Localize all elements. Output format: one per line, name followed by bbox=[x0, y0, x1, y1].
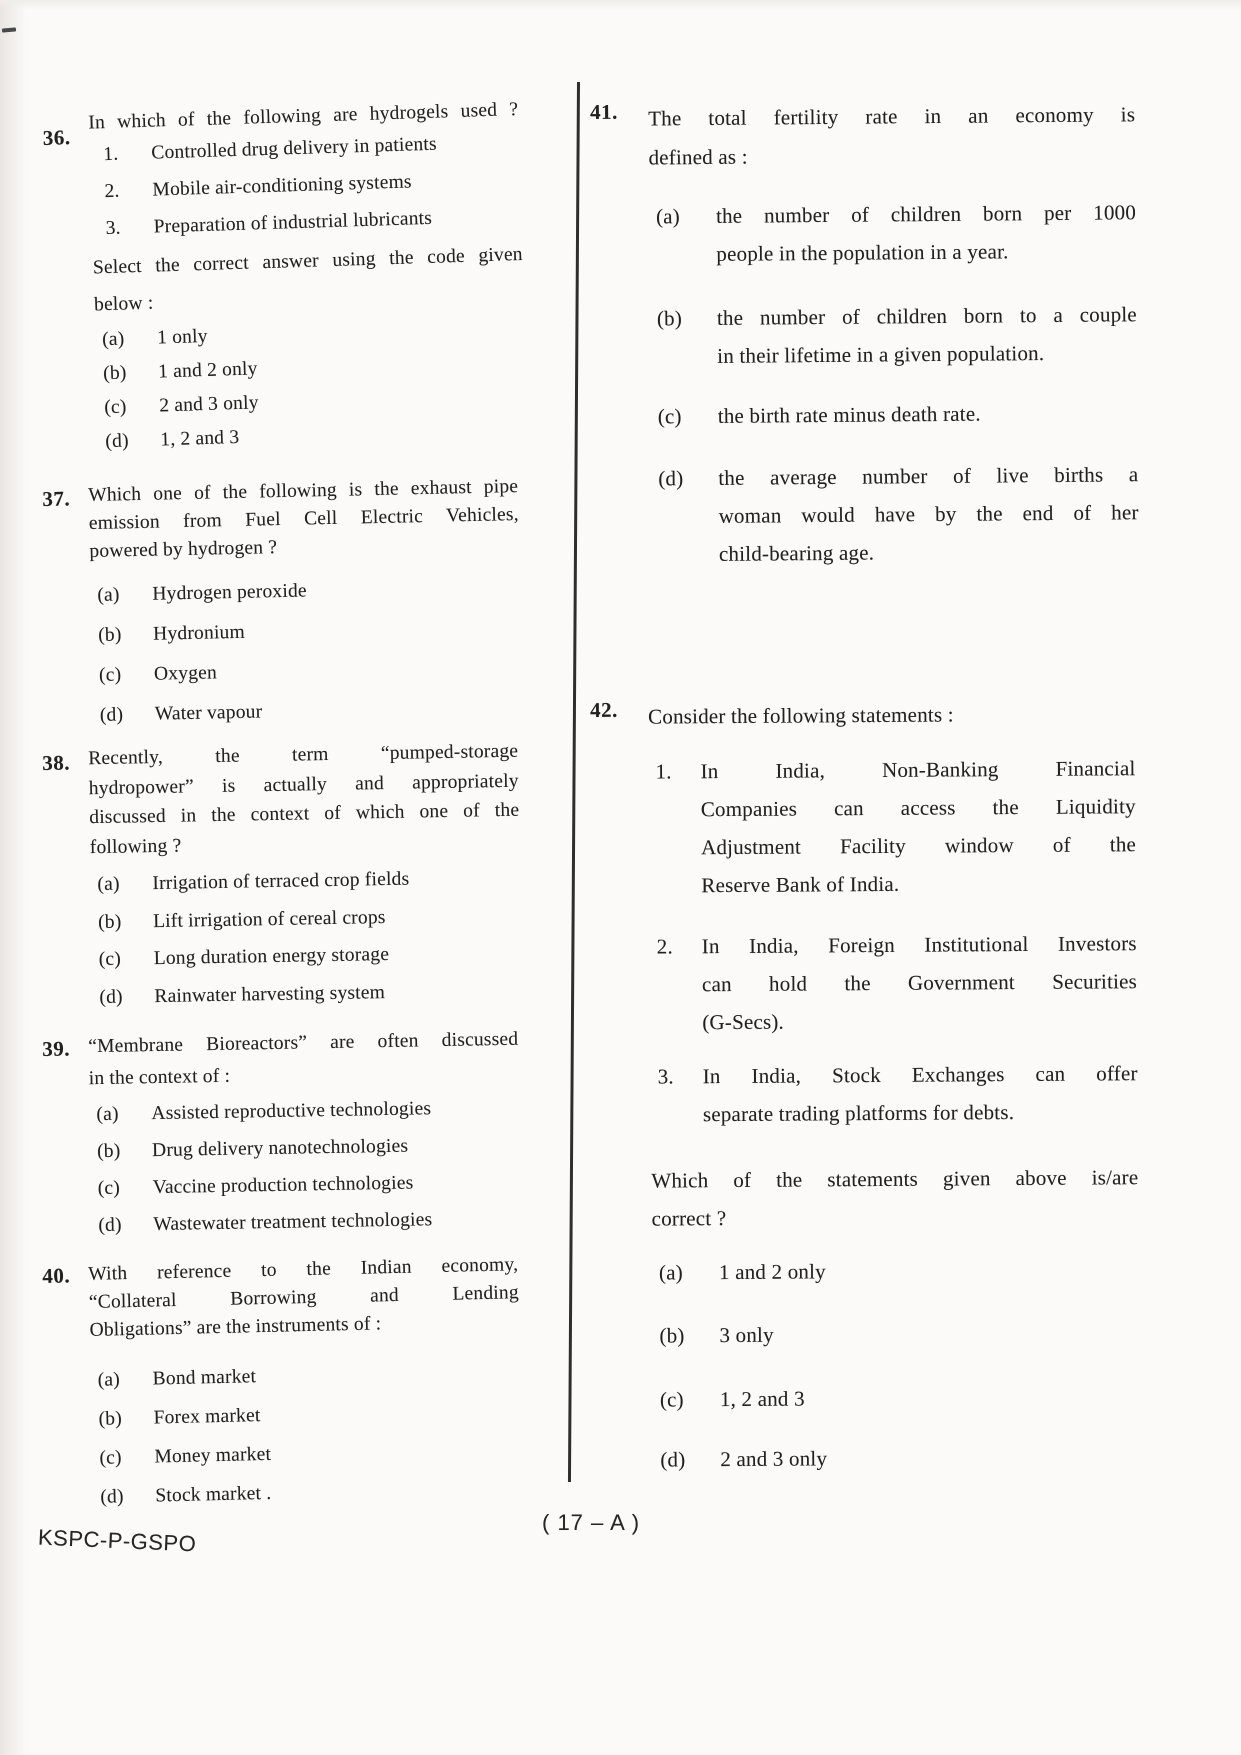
statement-text-line: Reserve Bank of India. bbox=[701, 871, 900, 898]
statement-text-line: In India, Non-Banking Financial bbox=[700, 756, 1136, 784]
question-number: 36. bbox=[42, 125, 71, 150]
option-label: (c) bbox=[103, 396, 127, 419]
question-stem-line: Consider the following statements : bbox=[648, 702, 954, 729]
option-text: 1, 2 and 3 bbox=[160, 426, 240, 451]
question-stem-line: Obligations” are the instruments of : bbox=[89, 1313, 382, 1341]
option-row bbox=[652, 1319, 1139, 1348]
question-number: 38. bbox=[42, 750, 71, 775]
option-text: 2 and 3 only bbox=[720, 1446, 828, 1472]
option-label: (a) bbox=[97, 873, 120, 896]
option-text: Irrigation of terraced crop fields bbox=[152, 868, 410, 895]
option-row bbox=[651, 455, 1139, 573]
page-top-edge-shadow bbox=[0, 0, 1241, 10]
question-stem-line: Recently, the term “pumped-storage bbox=[88, 740, 519, 770]
list-item-text: Mobile air-conditioning systems bbox=[152, 171, 412, 201]
column-divider bbox=[568, 82, 580, 1482]
option-label: (d) bbox=[100, 1486, 124, 1508]
question-number: 40. bbox=[42, 1263, 71, 1288]
question-41 bbox=[590, 95, 1139, 574]
option-text: Wastewater treatment technologies bbox=[153, 1209, 433, 1236]
option-label: (a) bbox=[658, 1260, 684, 1285]
question-37 bbox=[42, 473, 523, 737]
option-label: (b) bbox=[97, 911, 122, 933]
option-label: (a) bbox=[96, 1103, 119, 1126]
option-text-line: child-bearing age. bbox=[718, 540, 875, 566]
question-stem-line: hydropower” is actually and appropriately bbox=[88, 770, 519, 799]
footer-booklet-code: KSPC-P-GSPO bbox=[37, 1524, 197, 1557]
option-text: Hydrogen peroxide bbox=[152, 580, 308, 605]
question-38 bbox=[42, 737, 523, 1017]
footer-page-number: ( 17 – A ) bbox=[542, 1510, 641, 1535]
question-stem-line: following ? bbox=[89, 835, 182, 858]
statement-text-line: Adjustment Facility window of the bbox=[700, 832, 1137, 860]
option-label: (c) bbox=[99, 1447, 122, 1469]
option-text: Money market bbox=[154, 1443, 272, 1468]
option-label: (b) bbox=[98, 1408, 123, 1430]
question-stem-line: The total fertility rate in an economy is bbox=[648, 102, 1136, 131]
statement-text-line: can hold the Government Securities bbox=[701, 969, 1138, 997]
option-text: Hydronium bbox=[152, 621, 246, 645]
option-row bbox=[93, 1468, 524, 1517]
question-stem-line: discussed in the context of which one of the bbox=[89, 799, 520, 829]
option-text-line: people in the population in a year. bbox=[716, 239, 1009, 266]
option-text: 1 only bbox=[156, 325, 208, 349]
option-label: (c) bbox=[98, 948, 122, 971]
question-stem-line: “Collateral Borrowing and Lending bbox=[88, 1282, 520, 1313]
list-item-text: Controlled drug delivery in patients bbox=[151, 133, 438, 164]
option-text: Long duration energy storage bbox=[153, 943, 390, 970]
statement-text-line: Companies can access the Liquidity bbox=[700, 794, 1136, 822]
option-label: (d) bbox=[99, 986, 123, 1008]
statement-text-line: In India, Foreign Institutional Investors bbox=[701, 931, 1137, 959]
option-text: Oxygen bbox=[153, 662, 218, 685]
option-label: (d) bbox=[98, 1214, 122, 1237]
statement-row bbox=[648, 749, 1136, 904]
question-40 bbox=[42, 1251, 524, 1518]
question-39 bbox=[42, 1024, 522, 1245]
question-stem-line: emission from Fuel Cell Electric Vehicles, bbox=[88, 504, 519, 535]
option-text: 2 and 3 only bbox=[158, 392, 259, 417]
question-42 bbox=[590, 694, 1140, 1473]
option-text: Forex market bbox=[153, 1405, 261, 1429]
option-text-line: in their lifetime in a given population. bbox=[717, 341, 1045, 368]
option-text-line: the birth rate minus death rate. bbox=[717, 401, 981, 428]
statement-text-line: (G-Secs). bbox=[702, 1009, 785, 1035]
question-stem-line: Which one of the following is the exhaust pipe bbox=[88, 476, 519, 507]
option-text-line: the number of children born per 1000 bbox=[715, 200, 1137, 228]
option-text: Rainwater harvesting system bbox=[154, 981, 386, 1007]
option-text: Assisted reproductive technologies bbox=[151, 1098, 432, 1125]
option-label: (c) bbox=[98, 664, 122, 686]
option-text: 1 and 2 only bbox=[718, 1259, 826, 1285]
option-text: Vaccine production technologies bbox=[152, 1172, 414, 1199]
option-row bbox=[653, 1443, 1140, 1472]
option-text: Lift irrigation of cereal crops bbox=[152, 906, 386, 932]
question-36 bbox=[42, 97, 529, 461]
option-row bbox=[653, 1383, 1140, 1412]
option-row bbox=[92, 971, 523, 1016]
list-item-number: 1. bbox=[103, 143, 119, 166]
option-text: Stock market . bbox=[155, 1482, 272, 1507]
list-item-number: 3. bbox=[105, 217, 122, 240]
option-text-line: the number of children born to a couple bbox=[716, 302, 1137, 330]
option-text: 3 only bbox=[719, 1322, 774, 1348]
option-label: (d) bbox=[658, 466, 684, 491]
option-text: 1 and 2 only bbox=[157, 358, 258, 383]
option-label: (c) bbox=[659, 1387, 684, 1412]
question-stem-line: powered by hydrogen ? bbox=[89, 537, 278, 563]
option-label: (b) bbox=[102, 362, 127, 385]
statement-row bbox=[650, 924, 1138, 1041]
question-number: 41. bbox=[590, 99, 618, 124]
list-item-text: Preparation of industrial lubricants bbox=[153, 207, 433, 238]
list-item-number: 2. bbox=[104, 180, 120, 203]
option-row bbox=[650, 295, 1138, 375]
question-note-line: Select the correct answer using the code given bbox=[92, 243, 524, 279]
option-text: Drug delivery nanotechnologies bbox=[151, 1135, 409, 1162]
option-text: Water vapour bbox=[154, 701, 263, 725]
statement-number: 1. bbox=[655, 759, 672, 784]
option-label: (d) bbox=[660, 1447, 686, 1472]
question-stem-line: “Membrane Bioreactors” are often discussed bbox=[88, 1028, 519, 1058]
question-number: 39. bbox=[42, 1036, 71, 1061]
option-row bbox=[649, 193, 1137, 273]
option-label: (b) bbox=[656, 306, 683, 331]
option-label: (a) bbox=[97, 584, 120, 606]
question-stem-line: defined as : bbox=[648, 144, 748, 170]
question-number: 42. bbox=[590, 697, 618, 722]
option-label: (a) bbox=[655, 204, 681, 229]
question-closing-line: Which of the statements given above is/are bbox=[651, 1165, 1139, 1193]
option-label: (b) bbox=[97, 624, 122, 646]
statement-number: 2. bbox=[656, 934, 673, 959]
statement-text-line: separate trading platforms for debts. bbox=[702, 1100, 1015, 1127]
option-row bbox=[652, 1256, 1139, 1285]
option-label: (a) bbox=[101, 328, 125, 351]
question-number: 37. bbox=[42, 486, 71, 511]
option-label: (c) bbox=[97, 1177, 121, 1200]
option-label: (c) bbox=[657, 404, 682, 429]
option-row bbox=[651, 393, 1138, 435]
option-label: (a) bbox=[97, 1369, 121, 1391]
option-text: Bond market bbox=[152, 1366, 257, 1390]
option-row bbox=[91, 1200, 522, 1244]
statement-row bbox=[651, 1054, 1139, 1133]
question-stem-line: In which of the following are hydrogels used ? bbox=[88, 99, 519, 134]
question-closing-line: correct ? bbox=[651, 1206, 727, 1231]
option-text-line: the average number of live births a bbox=[718, 462, 1139, 490]
statement-number: 3. bbox=[657, 1064, 674, 1089]
option-text: 1, 2 and 3 bbox=[719, 1386, 805, 1412]
page-left-edge-shadow bbox=[0, 0, 26, 1755]
option-label: (d) bbox=[105, 430, 130, 453]
statement-text-line: In India, Stock Exchanges can offer bbox=[702, 1061, 1138, 1089]
option-row bbox=[92, 687, 523, 736]
option-text-line: woman would have by the end of her bbox=[718, 500, 1139, 528]
question-stem-line: in the context of : bbox=[88, 1065, 231, 1089]
option-label: (d) bbox=[99, 704, 124, 726]
question-stem-line: With reference to the Indian economy, bbox=[88, 1254, 519, 1285]
option-label: (b) bbox=[659, 1323, 685, 1348]
option-label: (b) bbox=[96, 1140, 121, 1163]
question-note-line: below : bbox=[93, 292, 154, 316]
